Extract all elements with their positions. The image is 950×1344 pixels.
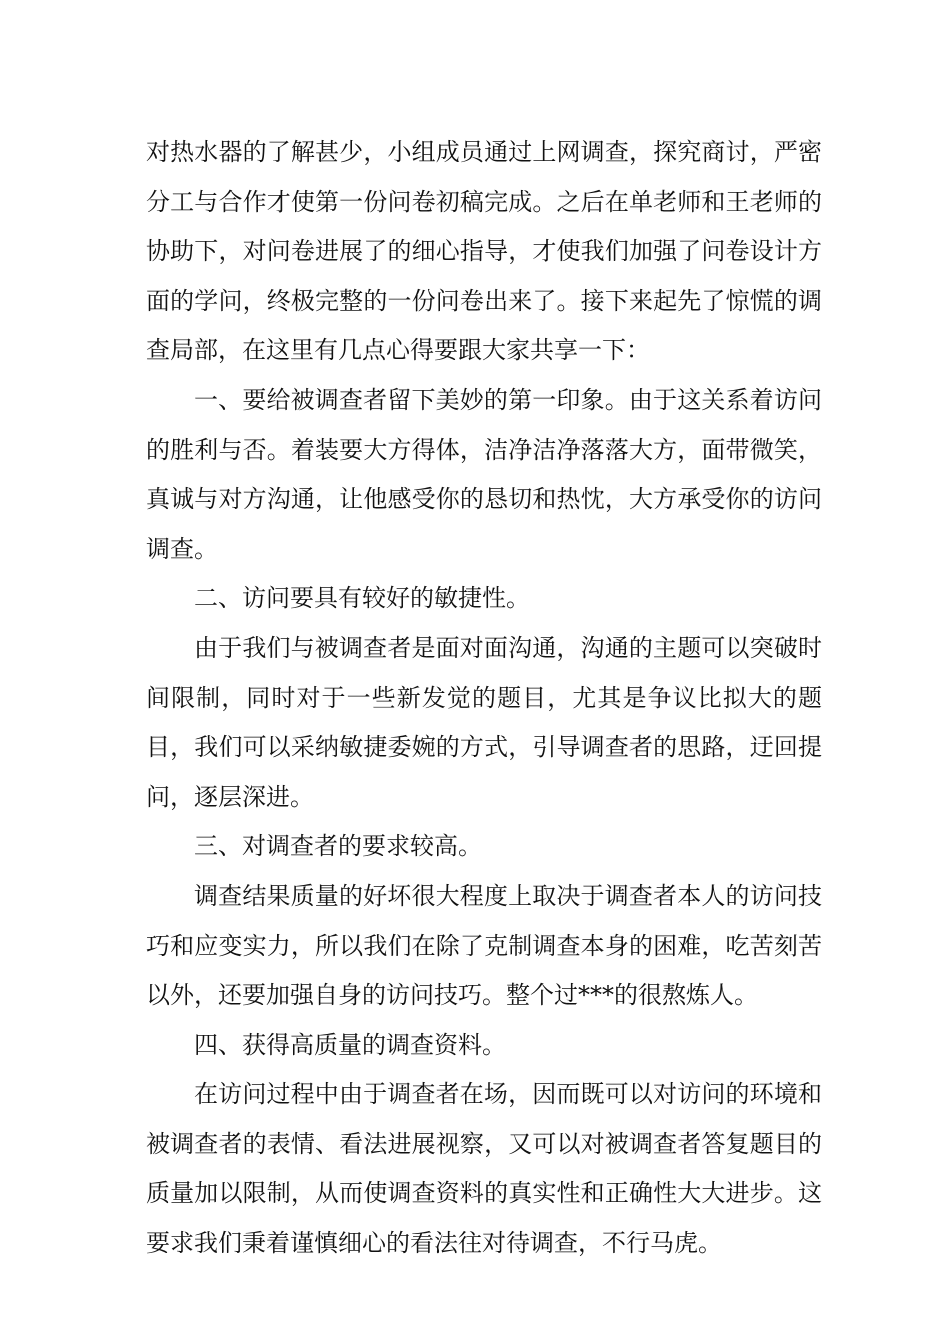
paragraph-point-one: 一、要给被调查者留下美妙的第一印象。由于这关系着访问的胜利与否。着装要大方得体，洁净洁净落落大方，面带微笑，真诚与对方沟通，让他感受你的恳切和热忱，大方承受你的访问调查。 [146, 385, 822, 563]
heading-point-four: 四、获得高质量的调查资料。 [194, 1030, 506, 1059]
paragraph-point-four: 在访问过程中由于调查者在场，因而既可以对访问的环境和被调查者的表情、看法进展视察，又可以对被调查者答复题目的质量加以限制，从而使调查资料的真实性和正确性大大进步。这要求我们秉着谨慎细心的看法往对待调查，不行马虎。 [146, 1080, 822, 1258]
document-body [146, 128, 822, 1269]
paragraph-intro: 对热水器的了解甚少，小组成员通过上网调查，探究商讨，严密分工与合作才使第一份问卷初稿完成。之后在单老师和王老师的协助下，对问卷进展了的细心指导，才使我们加强了问卷设计方面的学问，终极完整的一份问卷出来了。接下来起先了惊慌的调查局部，在这里有几点心得要跟大家共享一下： [146, 138, 822, 365]
paragraph-point-two: 由于我们与被调查者是面对面沟通，沟通的主题可以突破时间限制，同时对于一些新发觉的题目，尤其是争议比拟大的题目，我们可以采纳敏捷委婉的方式，引导调查者的思路，迂回提问，逐层深进。 [146, 633, 822, 811]
paragraph-point-three: 调查结果质量的好坏很大程度上取决于调查者本人的访问技巧和应变实力，所以我们在除了克制调查本身的困难，吃苦刻苦以外，还要加强自身的访问技巧。整个过***的很熬炼人。 [146, 881, 822, 1010]
heading-point-two: 二、访问要具有较好的敏捷性。 [194, 584, 530, 613]
heading-point-three: 三、对调查者的要求较高。 [194, 832, 482, 861]
